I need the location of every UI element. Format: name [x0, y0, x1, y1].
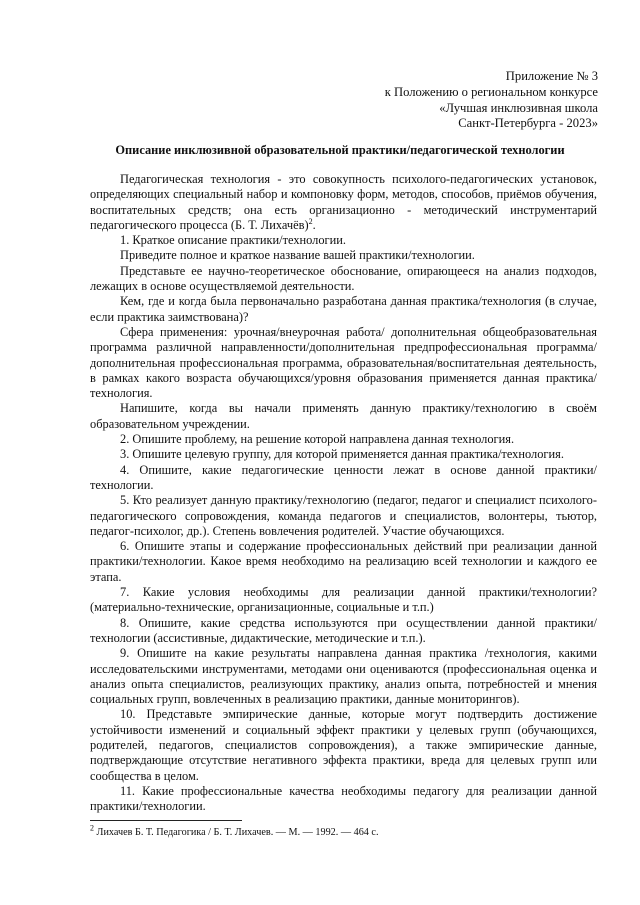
paragraph: 3. Опишите целевую группу, для которой применяется данная практика/технология. [120, 447, 564, 462]
document-title: Описание инклюзивной образовательной практики/педагогической технологии [115, 143, 565, 157]
paragraph: 6. Опишите этапы и содержание профессиональных действий при реализации данной практики/технологии. Какое время необходимо на реализацию всей технологии и каждого ее этапа. [90, 539, 597, 584]
paragraph-text: Педагогическая технология - это совокупность психолого-педагогических установок, определяющих специальный набор и компоновку форм, методов, способов, приёмов обучения, воспитательных средств; она есть организационно - методический инструментарий педагогического процесса (Б. Т. Лихачёв) [90, 172, 597, 232]
paragraph: 2. Опишите проблему, на решение которой направлена данная технология. [120, 432, 515, 447]
appendix-number: Приложение № 3 [505, 69, 598, 83]
paragraph: 8. Опишите, какие средства используются при осуществлении данной практики/технологии (ассистивные, дидактические, методические и т.п.). [90, 615, 597, 645]
document-body [90, 172, 597, 814]
footnote-reference: 2 [308, 216, 313, 226]
appendix-contest-city: Санкт-Петербурга - 2023» [458, 116, 598, 131]
paragraph [90, 172, 597, 233]
paragraph: 7. Какие условия необходимы для реализации данной практики/технологии? (материально-технические, организационные, социальные и т.п.) [90, 585, 597, 615]
paragraph: 11. Какие профессиональные качества необходимы педагогу для реализации данной практики/технологии. [90, 783, 597, 814]
paragraph: 9. Опишите на какие результаты направлена данная практика /технология, какими исследовательскими инструментами, методами они оцениваются (профессиональная оценка и анализ опыта специалистов, реализующих практику, анализ опыта, потребностей и мнения социальных групп, вовлеченных в реализацию практики, данные мониторингов). [90, 646, 597, 707]
paragraph: 4. Опишите, какие педагогические ценности лежат в основе данной практики/технологии. [90, 462, 597, 492]
appendix-header [385, 69, 598, 132]
paragraph: 10. Представьте эмпирические данные, которые могут подтвердить достижение устойчивости изменений и социальный эффект практики у целевых групп (обучающихся, родителей, педагогов, специалистов сопровождения), а также эмпирические данные, подтверждающие отсутствие негативного эффекта практики, вреда для целевых групп или сообщества в целом. [90, 707, 597, 783]
paragraph: Приведите полное и краткое название вашей практики/технологии. [120, 248, 475, 263]
footnote-text: Лихачев Б. Т. Педагогика / Б. Т. Лихачев. — М. — 1992. — 464 с. [96, 827, 379, 838]
paragraph: Кем, где и когда была первоначально разработана данная практика/технология (в случае, если практика заимствована)? [90, 294, 597, 324]
paragraph: 1. Краткое описание практики/технологии. [120, 233, 346, 248]
paragraph-end: . [312, 217, 316, 232]
paragraph: Сфера применения: урочная/внеурочная работа/ дополнительная общеобразовательная программа различной направленности/дополнительная предпрофессиональная программа/ дополнительная профессиональная программа, образовательная/воспитательная деятельность, в рамках какого возраста обучающихся/уровня образования применяется данная практика/технология. [90, 324, 597, 401]
paragraph: 5. Кто реализует данную практику/технологию (педагог, педагог и специалист психолого-педагогического сопровождения, команда педагогов и специалистов, волонтеры, тьютор, педагог-психолог, др.). Степень вовлечения родителей. Участие обучающихся. [90, 493, 597, 538]
appendix-contest-name: «Лучшая инклюзивная школа [439, 100, 598, 115]
paragraph: Представьте ее научно-теоретическое обоснование, опирающееся на анализ подходов, лежащих в основе осуществляемой деятельности. [90, 263, 597, 294]
footnote-separator [90, 820, 242, 821]
paragraph: Напишите, когда вы начали применять данную практику/технологию в своём образовательном учреждении. [90, 401, 597, 431]
footnote-marker: 2 [90, 823, 94, 833]
appendix-regulation: к Положению о региональном конкурсе [384, 84, 598, 99]
footnote [90, 823, 379, 838]
